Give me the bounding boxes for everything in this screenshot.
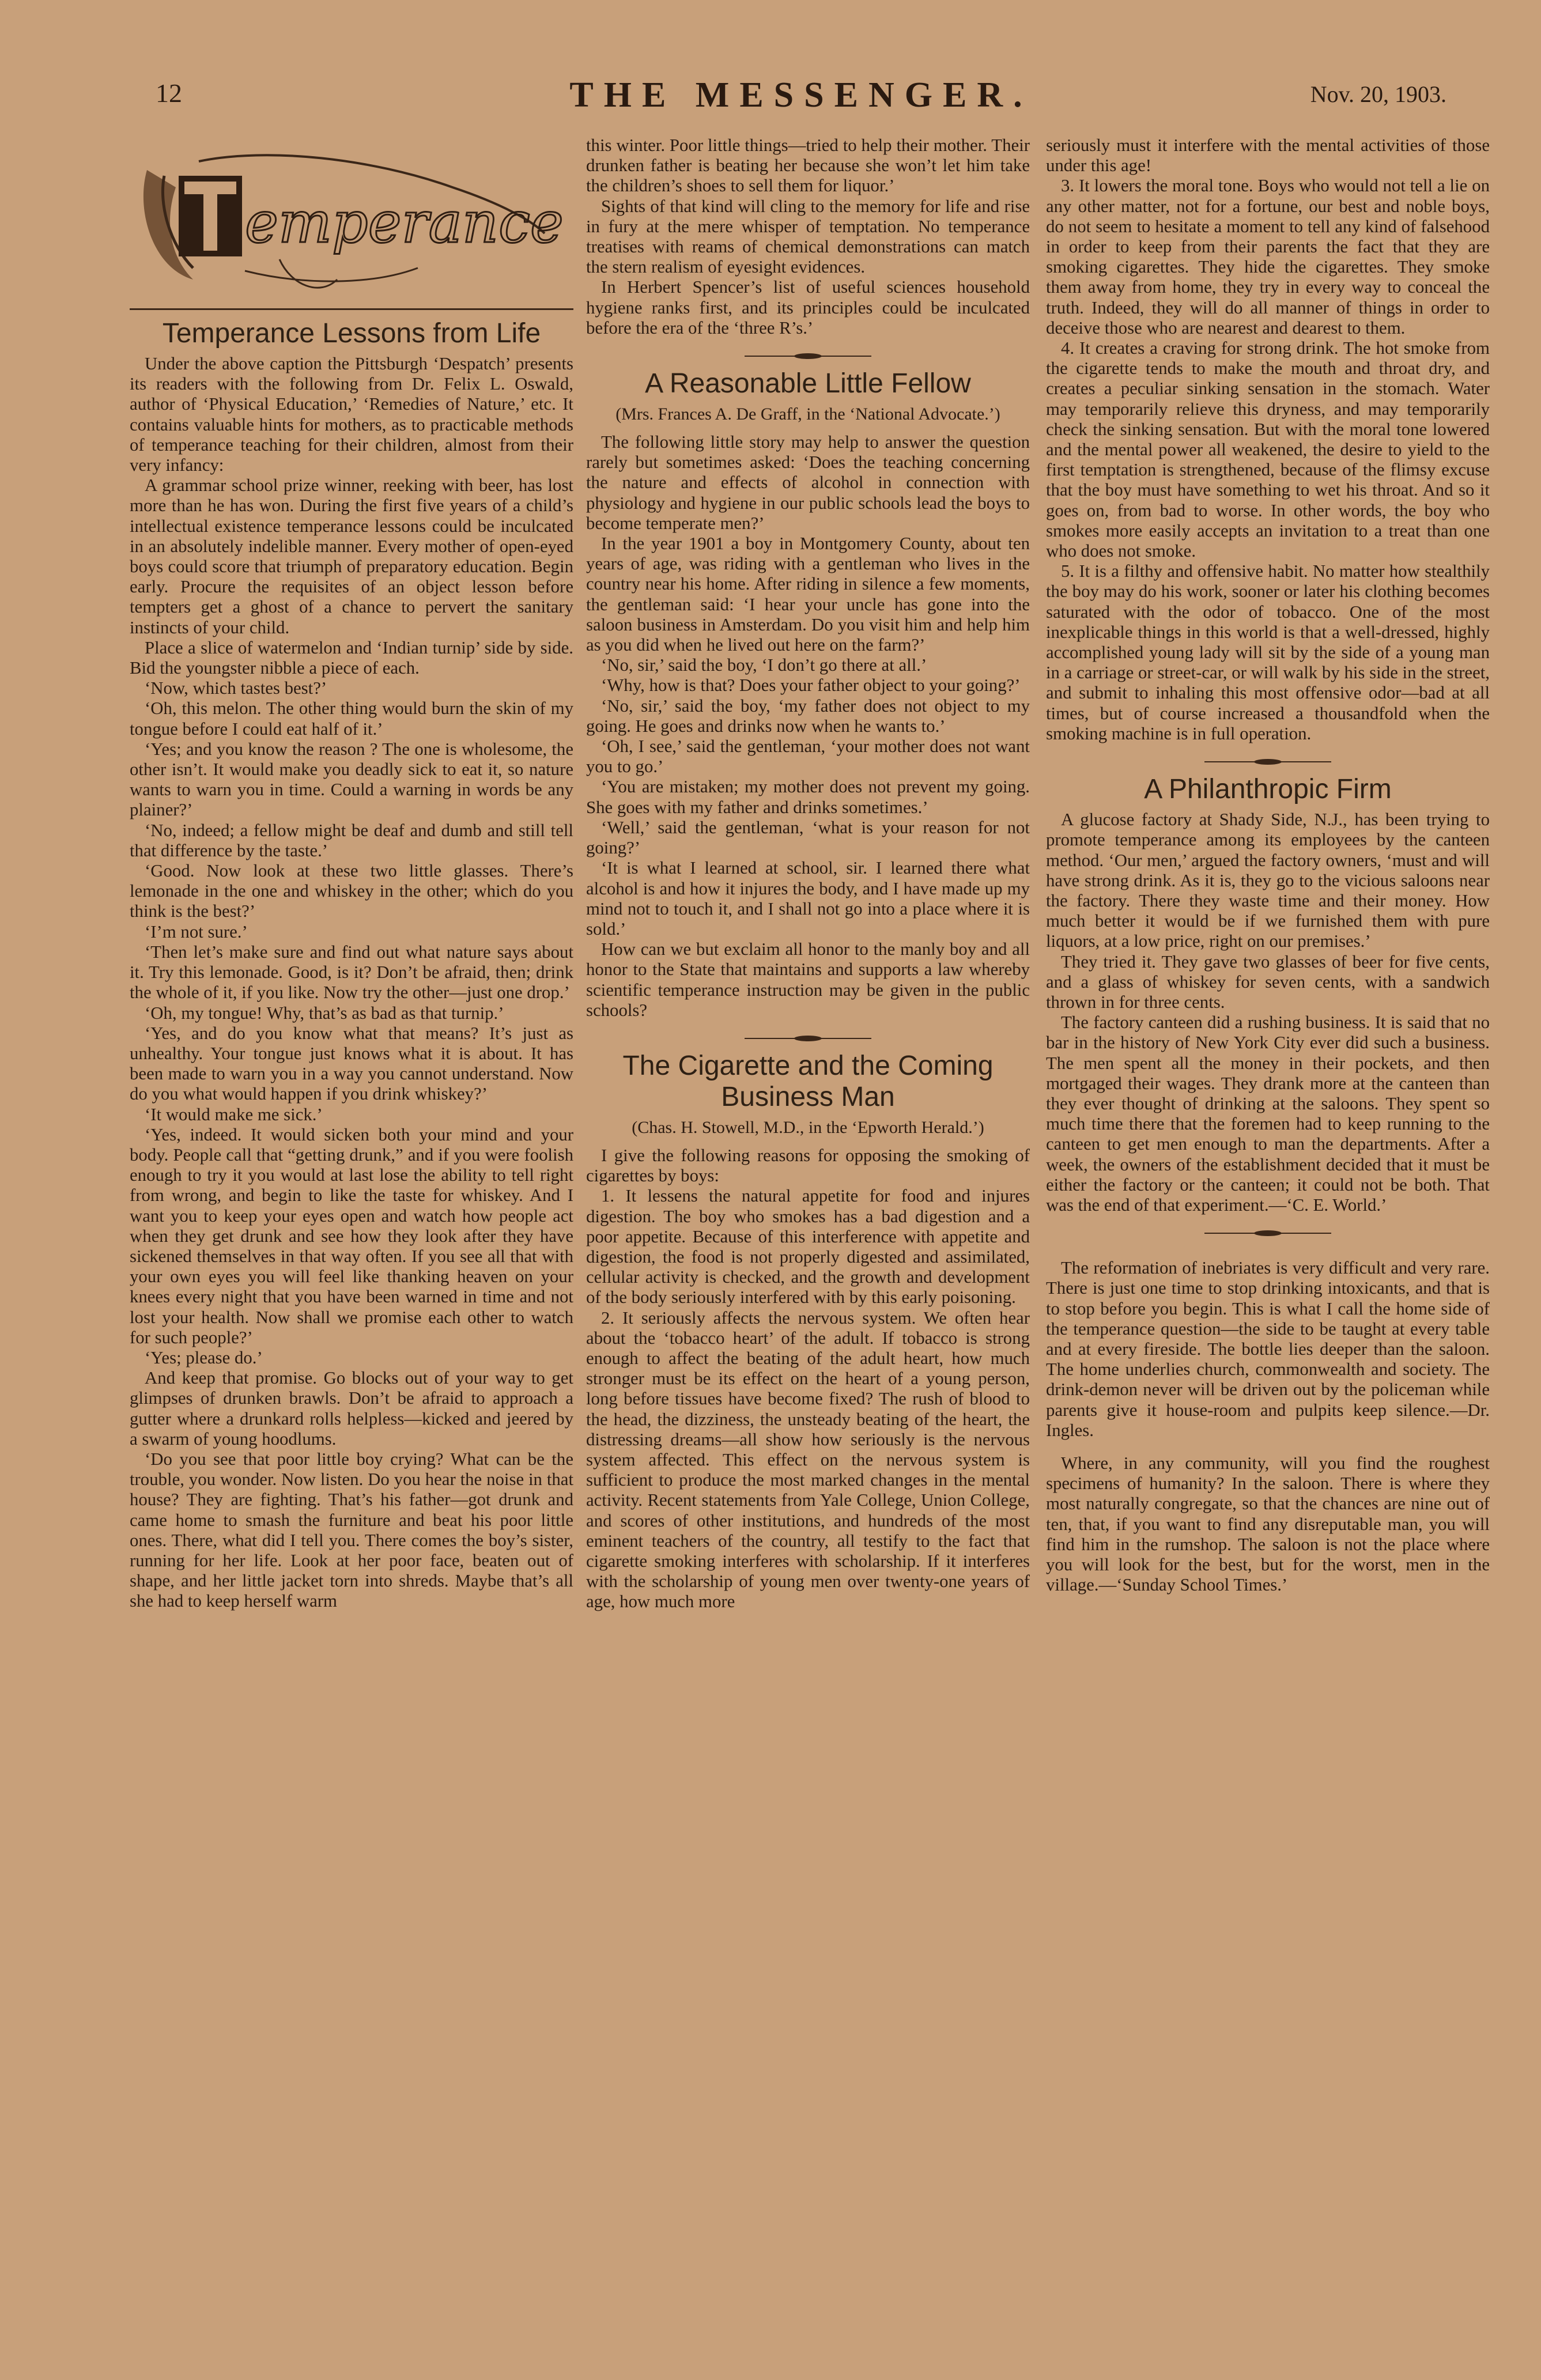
paragraph: ‘Oh, my tongue! Why, that’s as bad as that turnip.’: [145, 1003, 504, 1023]
article-body: [586, 1146, 1030, 1612]
temperance-logo: [130, 135, 573, 303]
article-byline: (Mrs. Frances A. De Graff, in the ‘National Advocate.’): [615, 405, 1000, 424]
temperance-logo-art: [130, 135, 573, 303]
paragraph: A glucose factory at Shady Side, N.J., has been trying to promote temperance among its employees by the canteen method. ‘Our men,’ argued the factory owners, ‘must and will have strong drink. As it is, they go to the vicious saloons near the factory. There they waste time and their money. How much better it would be if we furnished them with pure liquors, at a low price, right on our premises.’: [1046, 810, 1490, 951]
section-rule: [130, 308, 573, 310]
article-title: A Philanthropic Firm: [1144, 774, 1392, 805]
paragraph: ‘No, indeed; a fellow might be deaf and dumb and still tell that difference by the taste.’: [130, 820, 573, 860]
paragraph: ‘Do you see that poor little boy crying? What can be the trouble, you wonder. Now listen. Do you hear the noise in that house? They are fighting. That’s his father—got drunk and came home to smash the furniture and beat his poor little ones. There, what did I tell you. There comes the boy’s sister, running for her life. Look at her poor face, beaten out of shape, and her little jacket torn into shreds. Maybe that’s all she had to keep herself warm: [130, 1449, 573, 1611]
paragraph: Sights of that kind will cling to the memory for life and rise in fury at the mere whisper of temptation. No temperance treatises with reams of chemical demonstrations can match the stern realism of eyesight evidences.: [586, 196, 1030, 277]
ornamental-divider: [745, 1034, 871, 1042]
paragraph: ‘Oh, I see,’ said the gentleman, ‘your mother does not want you to go.’: [586, 736, 1030, 777]
short-item: The reformation of inebriates is very difficult and very rare. There is just one time to stop drinking intoxicants, and that is to stop before you begin. This is what I call the home side of the temperance question—the side to be taught at every table and at every fireside. The bottle lies deeper than the saloon. The home underlies church, commonwealth and society. The drink-demon never will be driven out by the policeman while parents give it house-room and pulpits keep silence.—Dr. Ingles.: [1046, 1258, 1490, 1440]
column-2: [586, 135, 1030, 2319]
paragraph: ‘Yes, and do you know what that means? It’s just as unhealthy. Your tongue just knows what it is about. It has been made to warn you in a way you cannot understand. Now do you what would happen if you drink whiskey?’: [130, 1023, 573, 1104]
paragraph: ‘Well,’ said the gentleman, ‘what is your reason for not going?’: [586, 817, 1030, 858]
article-title: Temperance Lessons from Life: [162, 318, 541, 349]
paragraph: this winter. Poor little things—tried to help their mother. Their drunken father is beating her because she won’t let him take the children’s shoes to sell them for liquor.’: [586, 135, 1030, 196]
paragraph: 5. It is a filthy and offensive habit. No matter how stealthily the boy may do his work, sooner or later his clothing becomes saturated with the odor of tobacco. One of the most inexplicable things in this world is that a well-dressed, highly accomplished young lady will sit by the side of a young man in a carriage or street-car, or will walk by his side in the street, and submit to inhaling this most offensive odor—bad at all times, but of course increased a thousandfold when the smoking machine is in full operation.: [1046, 561, 1490, 743]
paragraph: Under the above caption the Pittsburgh ‘Despatch’ presents its readers with the following from Dr. Felix L. Oswald, author of ‘Physical Education,’ ‘Remedies of Nature,’ etc. It contains valuable hints for mothers, as to practicable methods of temperance teaching for their children, almost from their very infancy:: [130, 354, 573, 475]
paragraph: ‘No, sir,’ said the boy, ‘my father does not object to my going. He goes and drinks now when he wants to.’: [586, 696, 1030, 736]
ornamental-divider: [745, 352, 871, 360]
paragraph: A grammar school prize winner, reeking with beer, has lost more than he has won. During the first five years of a child’s intellectual existence temperance lessons could be inculcated in an absolutely indelible manner. Every mother of open-eyed boys could score that triumph of preparatory education. Begin early. Procure the requisites of an object lesson before tempters get a ghost of a chance to pervert the sanitary instincts of your child.: [130, 475, 573, 637]
page-number: 12: [156, 78, 182, 108]
masthead-title: THE MESSENGER.: [569, 75, 1033, 115]
paragraph: The factory canteen did a rushing business. It is said that no bar in the history of New York City ever did such a business. The men spent all the money in their pockets, and then mortgaged their wages. They drank more at the canteen than they ever thought of drinking at the saloons. They spent so much time there that the foremen had to keep running to the canteen to get men enough to man the departments. After a week, the owners of the establishment decided that it must be either the factory or the canteen; it could not be both. That was the end of that experiment.—‘C. E. World.’: [1046, 1013, 1490, 1215]
paragraph: ‘No, sir,’ said the boy, ‘I don’t go there at all.’: [601, 655, 927, 675]
paragraph: In the year 1901 a boy in Montgomery County, about ten years of age, was riding with a gentleman who lives in the country near his home. After riding in silence a few moments, the gentleman said: ‘I hear your uncle has gone into the saloon business in Amsterdam. Do you visit him and help him as you did when he lived out here on the farm?’: [586, 534, 1030, 655]
paragraph: Place a slice of watermelon and ‘Indian turnip’ side by side. Bid the youngster nibble a piece of each.: [130, 637, 573, 678]
article-continuation: [586, 135, 1030, 338]
paragraph: ‘Then let’s make sure and find out what nature says about it. Try this lemonade. Good, is it? Don’t be afraid, then; drink the whole of it, if you like. Now try the other—just one drop.’: [130, 942, 573, 1003]
paragraph: ‘You are mistaken; my mother does not prevent my going. She goes with my father and drinks sometimes.’: [586, 777, 1030, 817]
paragraph: ‘It would make me sick.’: [145, 1104, 323, 1124]
paragraph: ‘Good. Now look at these two little glasses. There’s lemonade in the one and whiskey in the other; which do you think is the best?’: [130, 861, 573, 921]
issue-date: Nov. 20, 1903.: [1310, 81, 1446, 107]
paragraph: ‘Yes; please do.’: [145, 1347, 263, 1367]
paragraph: ‘I’m not sure.’: [145, 921, 248, 942]
paragraph: The following little story may help to answer the question rarely but sometimes asked: ‘Does the teaching concerning the nature and effects of alcohol in connection with physiology and hygiene in our public schools lead the boys to become temperate men?’: [586, 432, 1030, 533]
paragraph: In Herbert Spencer’s list of useful sciences household hygiene ranks first, and its principles could be inculcated before the era of the ‘three R’s.’: [586, 277, 1030, 338]
column-3: [1046, 135, 1490, 2319]
paragraph: seriously must it interfere with the mental activities of those under this age!: [1046, 135, 1490, 176]
paragraph: I give the following reasons for opposing the smoking of cigarettes by boys:: [586, 1145, 1030, 1186]
svg-text:emperance: emperance: [245, 190, 564, 256]
paragraph: 2. It seriously affects the nervous system. We often hear about the ‘tobacco heart’ of the adult. If tobacco is strong enough to affect the beating of the adult heart, how much stronger must be its effect on the heart of a young person, long before tissues have become fixed? The rush of blood to the head, the dizziness, the unsteady beating of the heart, the distressing dreams—all show how seriously is the nervous system affected. This effect on the nervous system is sufficient to produce the most marked changes in the mental activity. Recent statements from Yale College, Union College, and scores of other institutions, and hundreds of the most eminent teachers of the country, all testify to the fact that cigarette smoking interferes with scholarship. If it interferes with the scholarship of young men over twenty-one years of age, how much more: [586, 1308, 1030, 1612]
article-title: A Reasonable Little Fellow: [645, 368, 971, 399]
article-title: The Cigarette and the Coming Business Man: [622, 1050, 994, 1112]
paragraph: They tried it. They gave two glasses of beer for five cents, and a glass of whiskey for seven cents, with a sandwich thrown in for three cents.: [1046, 951, 1490, 1012]
column-1: [130, 135, 573, 2319]
article-body: [130, 354, 573, 1612]
paragraph: ‘Now, which tastes best?’: [145, 678, 327, 698]
paragraph: ‘Yes, indeed. It would sicken both your mind and your body. People call that “getting drunk,” and if you were foolish enough to try it you would at last lose the ability to tell right from wrong, and begin to like the taste for whiskey. And I want you to keep your eyes open and watch how people act when they get drunk and see how they look after they have sickened themselves in that way often. If you see all that with your own eyes you will feel like thanking heaven on your knees every night that you have been warned in time and not lost your health. Now shall we promise each other to watch for such people?’: [130, 1124, 573, 1347]
paragraph: ‘It is what I learned at school, sir. I learned there what alcohol is and how it injures the body, and I have made up my mind not to touch it, and I shall not go into a place where it is sold.’: [586, 858, 1030, 939]
paragraph: 3. It lowers the moral tone. Boys who would not tell a lie on any other matter, not for a fortune, our best and noble boys, do not seem to hesitate a moment to tell any kind of falsehood in order to keep from their parents the fact that they are smoking cigarettes. They hide the cigarettes. They smoke them away from home, they try in every way to conceal the truth. Indeed, they will do all manner of things in order to deceive those who are nearest and dearest to them.: [1046, 176, 1490, 338]
article-body: [1046, 810, 1490, 1215]
paragraph: 4. It creates a craving for strong drink. The hot smoke from the cigarette tends to make the mouth and throat dry, and creates a peculiar sinking sensation in the stomach. Water may temporarily relieve this dryness, and may temporarily check the sinking sensation. But with the moral tone lowered and the mental power all weakened, the desire to yield to the first temptation is strengthened, because of the flimsy excuse that the boy must have something to wet his throat. And so it goes on, from bad to worse. In other words, the boy who smokes more easily accepts an invitation to a treat than one who does not smoke.: [1046, 338, 1490, 561]
ornamental-divider: [1204, 1229, 1331, 1237]
paragraph: ‘Yes; and you know the reason ? The one is wholesome, the other isn’t. It would make you deadly sick to eat it, so nature wants to warn you in time. Could a warning in words be any plainer?’: [130, 739, 573, 820]
article-continuation: [1046, 135, 1490, 744]
short-item: Where, in any community, will you find the roughest specimens of humanity? In the saloon. There is where they most naturally congregate, so that the chances are nine out of ten, that, if you want to find any disreputable man, you will find him in the rumshop. The saloon is not the place where you will look for the best, but for the worst, men in the village.—‘Sunday School Times.’: [1046, 1453, 1490, 1595]
article-body: [586, 432, 1030, 1021]
paragraph: 1. It lessens the natural appetite for food and injures digestion. The boy who smokes has a bad digestion and a poor appetite. Because of this interference with appetite and digestion, the food is not properly digested and assimilated, cellular activity is checked, and the growth and development of the body seriously interfered with by this early poisoning.: [586, 1186, 1030, 1308]
paragraph: And keep that promise. Go blocks out of your way to get glimpses of drunken brawls. Don’t be afraid to approach a gutter where a drunkard rolls helpless—kicked and jeered by a swarm of young hoodlums.: [130, 1368, 573, 1449]
ornamental-divider: [1204, 758, 1331, 766]
paragraph: ‘Oh, this melon. The other thing would burn the skin of my tongue before I could eat half of it.’: [130, 698, 573, 739]
paragraph: ‘Why, how is that? Does your father object to your going?’: [601, 675, 1021, 696]
page-header: [156, 75, 1446, 121]
article-byline: (Chas. H. Stowell, M.D., in the ‘Epworth Herald.’): [632, 1117, 984, 1137]
paragraph: How can we but exclaim all honor to the manly boy and all honor to the State that maintains and supports a law whereby scientific temperance instruction may be given in the public schools?: [586, 939, 1030, 1020]
